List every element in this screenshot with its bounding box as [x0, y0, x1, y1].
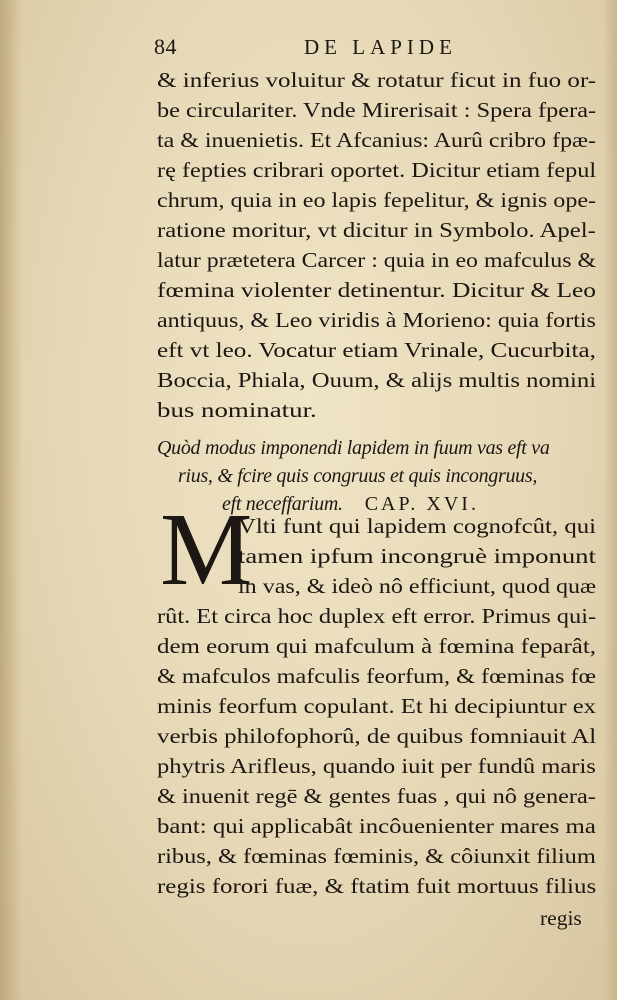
page-number: 84	[154, 34, 177, 59]
text-line: Vlti funt qui lapidem cognofcût, qui	[238, 514, 597, 538]
text-line: latur prætetera Carcer : quia in eo mafculus &	[157, 248, 597, 272]
text-line: bus nominatur.	[157, 398, 317, 422]
text-line: tamen ipfum incongruè imponunt	[238, 544, 596, 568]
text-line: chrum, quia in eo lapis fepelitur, & ignis ope-	[157, 188, 597, 212]
text-line: ribus, & fœminas fœminis, & côiunxit filium	[157, 844, 596, 868]
text-line: be circulariter. Vnde Mirerisait : Spera fpera-	[157, 98, 597, 122]
running-head: DE LAPIDE	[304, 35, 457, 59]
drop-cap-initial: M	[160, 492, 253, 607]
text-line: phytris Arifleus, quando iuit per fundû maris	[157, 754, 596, 778]
heading-line-last	[222, 494, 479, 514]
text-line: dem eorum qui mafculum à fœmina feparât,	[157, 634, 597, 658]
text-line: & inuenit regē & gentes fuas , qui nô genera-	[157, 784, 596, 808]
heading-line: rius, & fcire quis congruus et quis incongruus,	[178, 465, 538, 487]
text-line: regis forori fuæ, & ftatim fuit mortuus filius	[157, 874, 597, 898]
heading-line: Quòd modus imponendi lapidem in fuum vas eft va	[157, 437, 550, 459]
text-line: antiquus, & Leo viridis à Morieno: quia fortis	[157, 308, 596, 332]
text-line: fœmina violenter detinentur. Dicitur & Leo	[157, 278, 596, 302]
text-line: verbis philofophorû, de quibus fomniauit Al	[157, 724, 597, 748]
text-line: bant: qui applicabât incôuenienter mares ma	[157, 814, 596, 838]
heading-line: eft neceffarium.	[222, 493, 343, 515]
text-line: rût. Et circa hoc duplex eft error. Primus qui-	[157, 604, 597, 628]
text-line: rę fepties cribrari oportet. Dicitur etiam fepul	[157, 158, 597, 182]
text-line: Boccia, Phiala, Ouum, & alijs multis nomini	[157, 368, 597, 392]
text-line: in vas, & ideò nô efficiunt, quod quæ	[238, 574, 597, 598]
text-line: & inferius voluitur & rotatur ficut in fuo or-	[157, 68, 597, 92]
text-line: minis feorfum copulant. Et hi decipiuntur ex	[157, 694, 596, 718]
page-header	[154, 34, 594, 66]
text-line: eft vt leo. Vocatur etiam Vrinale, Cucurbita,	[157, 338, 596, 362]
catchword: regis	[540, 906, 582, 930]
text-line: ta & inuenietis. Et Afcanius: Aurû cribro fpæ-	[157, 128, 597, 152]
text-line: & mafculos mafculis feorfum, & fœminas fœ	[157, 664, 597, 688]
chapter-number: CAP. XVI.	[364, 493, 479, 515]
text-line: ratione moritur, vt dicitur in Symbolo. Apel-	[157, 218, 596, 242]
